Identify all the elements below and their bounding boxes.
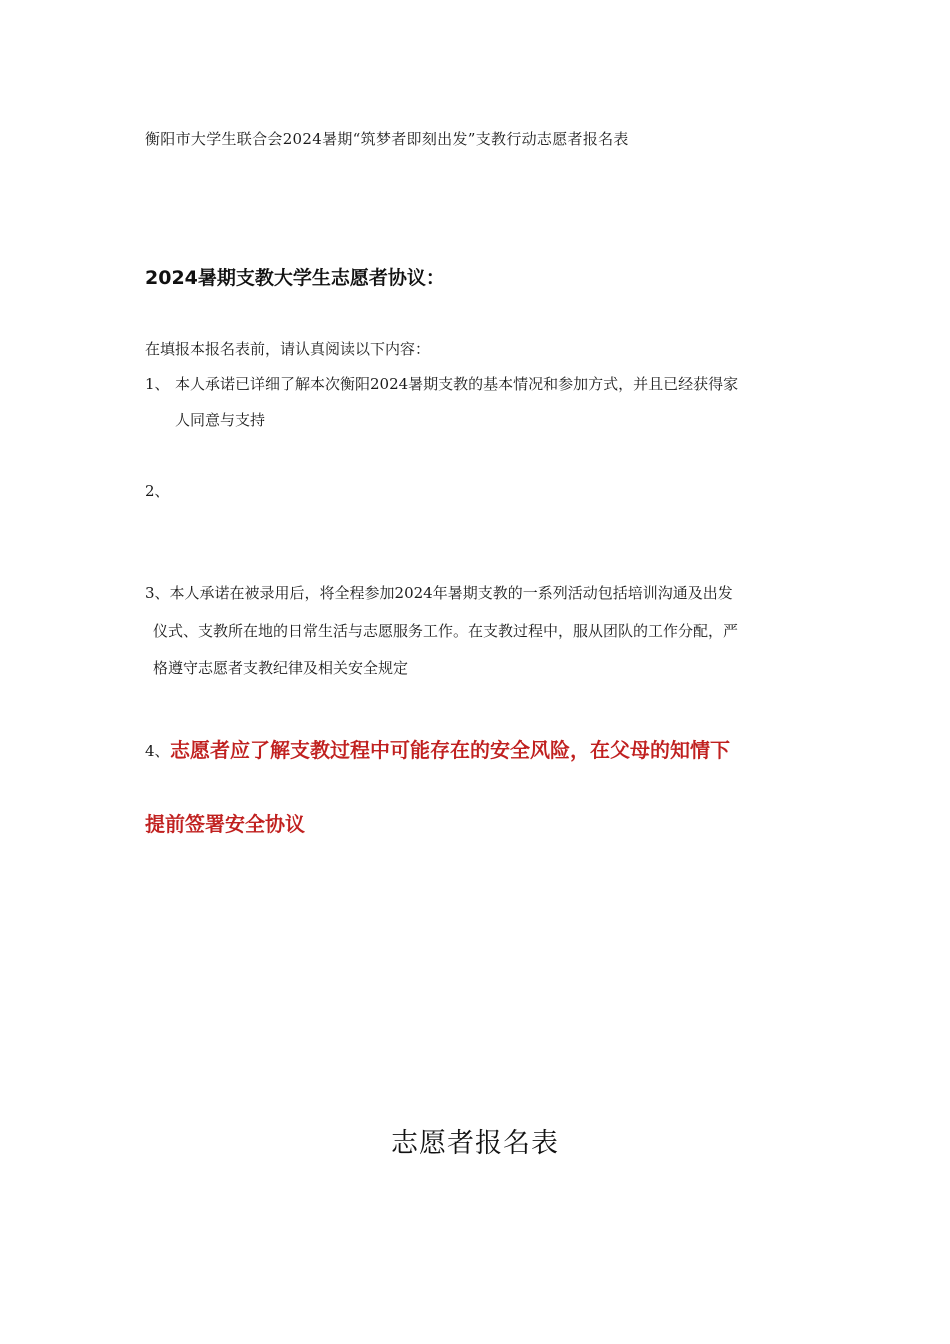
item-1-text-line-2: 人同意与支持 — [175, 411, 266, 429]
item-4-warning-line-2: 提前签署安全协议 — [145, 812, 305, 836]
intro-text: 在填报本报名表前，请认真阅读以下内容： — [145, 340, 431, 358]
item-3-text-line-1: 3、本人承诺在被录用后，将全程参加2024年暑期支教的一系列活动包括培训沟通及出发 — [145, 584, 733, 602]
item-1-number: 1、 — [145, 375, 170, 393]
document-title: 衡阳市大学生联合会2024暑期“筑梦者即刻出发”支教行动志愿者报名表 — [145, 130, 629, 148]
form-title: 志愿者报名表 — [391, 1128, 559, 1159]
item-4-warning-line-1: 志愿者应了解支教过程中可能存在的安全风险，在父母的知情下 — [170, 738, 730, 762]
item-3-text-line-2: 仪式、支教所在地的日常生活与志愿服务工作。在支教过程中，服从团队的工作分配，严 — [153, 622, 739, 640]
item-4-number: 4、 — [145, 742, 170, 760]
item-3-text-line-3: 格遵守志愿者支教纪律及相关安全规定 — [153, 659, 409, 677]
item-2-number: 2、 — [145, 482, 170, 500]
agreement-heading: 2024暑期支教大学生志愿者协议： — [145, 267, 445, 289]
item-1-text-line-1: 本人承诺已详细了解本次衡阳2024暑期支教的基本情况和参加方式，并且已经获得家 — [175, 375, 739, 393]
